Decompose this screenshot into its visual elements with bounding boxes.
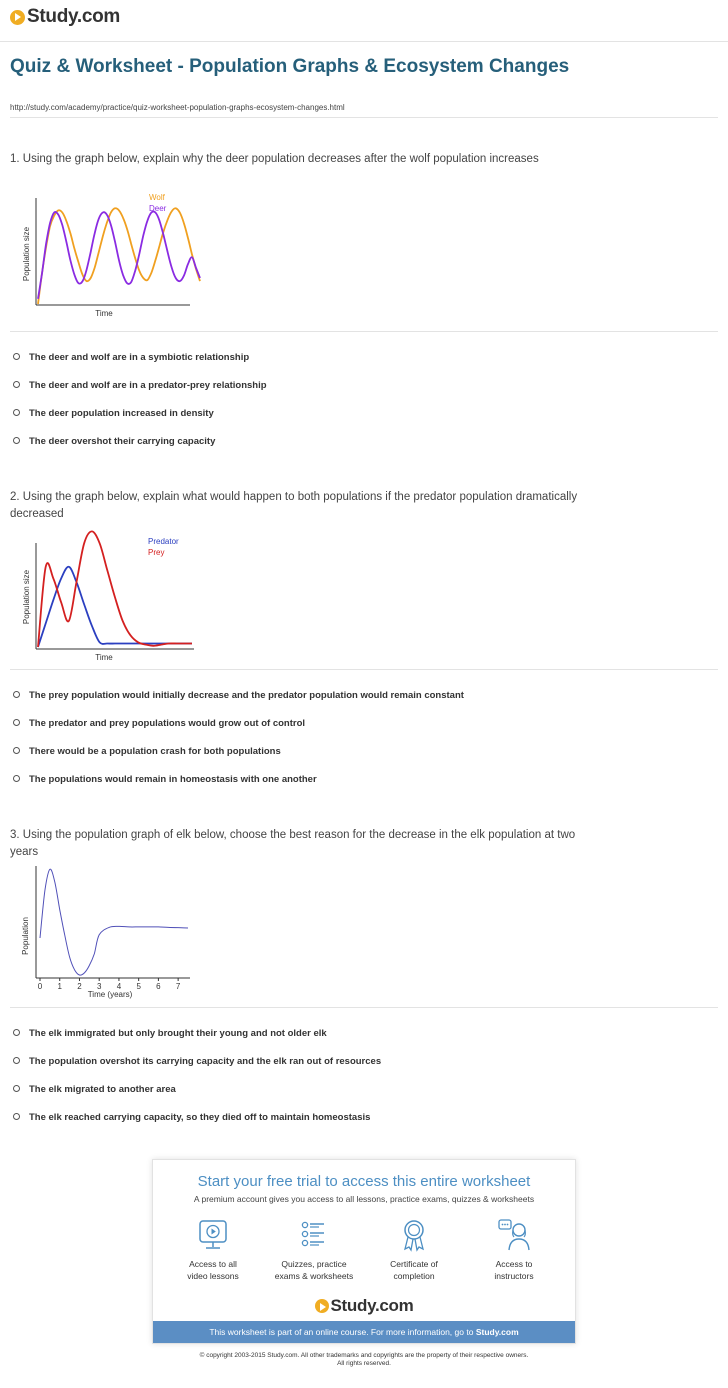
radio-button[interactable] [13, 1113, 20, 1120]
answer-text: The prey population would initially decrease and the predator population would remain constant [29, 690, 464, 701]
question-1-divider [10, 331, 718, 332]
chart-3 [12, 858, 202, 1008]
promo-info-bar [153, 1321, 575, 1343]
feature-video-lessons [163, 1218, 263, 1282]
answer-text: The deer and wolf are in a predator-prey relationship [29, 380, 267, 391]
answer-text: The deer overshot their carrying capacity [29, 436, 216, 447]
answer-option[interactable] [13, 774, 464, 802]
predator-series-line [38, 567, 192, 647]
answer-text: The deer population increased in density [29, 408, 214, 419]
question-2-answers [13, 690, 464, 802]
radio-button[interactable] [13, 353, 20, 360]
promo-bar-text: This worksheet is part of an online course. For more information, go to [209, 1327, 476, 1337]
answer-text: The population overshot its carrying capacity and the elk ran out of resources [29, 1056, 382, 1067]
question-3-answers [13, 1028, 381, 1140]
answer-text: There would be a population crash for both populations [29, 746, 281, 757]
legend-deer: Deer [149, 204, 167, 213]
answer-text: The elk reached carrying capacity, so they died off to maintain homeostasis [29, 1112, 371, 1123]
promo-title[interactable]: Start your free trial to access this entire worksheet [197, 1173, 531, 1190]
chart-3-xlabel: Time (years) [87, 990, 133, 999]
radio-button[interactable] [13, 775, 20, 782]
chart-2 [12, 525, 212, 670]
answer-text: The elk migrated to another area [29, 1084, 176, 1095]
radio-button[interactable] [13, 691, 20, 698]
free-trial-promo [152, 1159, 576, 1344]
chart-3-ylabel: Population [21, 917, 30, 955]
video-lesson-icon [196, 1218, 230, 1252]
quiz-list-icon [297, 1218, 331, 1252]
copyright-footer [0, 1352, 728, 1368]
radio-button[interactable] [13, 437, 20, 444]
x-tick-label: 1 [57, 982, 62, 991]
chart-2-svg [12, 525, 212, 665]
feature-certificate [364, 1218, 464, 1282]
promo-study-logo[interactable] [153, 1296, 575, 1316]
rights-line: All rights reserved. [337, 1360, 391, 1367]
x-tick-label: 4 [116, 982, 122, 991]
chart-1-xlabel: Time [95, 309, 113, 318]
radio-button[interactable] [13, 381, 20, 388]
answer-option[interactable] [13, 352, 267, 380]
answer-text: The predator and prey populations would grow out of control [29, 718, 306, 729]
x-tick-label: 3 [96, 982, 102, 991]
logo-text: Study.com [27, 6, 121, 27]
question-2-divider [10, 669, 718, 670]
answer-option[interactable] [13, 718, 464, 746]
legend-wolf: Wolf [149, 193, 165, 202]
chart-1 [12, 188, 212, 326]
answer-text: The elk immigrated but only brought their young and not older elk [29, 1028, 327, 1039]
answer-option[interactable] [13, 436, 267, 464]
feature-instructors [464, 1218, 564, 1282]
promo-bar-link[interactable]: Study.com [475, 1327, 519, 1337]
study-logo[interactable] [10, 6, 120, 28]
answer-option[interactable] [13, 1112, 381, 1140]
x-tick-label: 6 [156, 982, 161, 991]
copyright-line: © copyright 2003-2015 Study.com. All other trademarks and copyrights are the property of their respective owners. [199, 1352, 529, 1359]
answer-option[interactable] [13, 746, 464, 774]
header-divider [0, 41, 728, 42]
radio-button[interactable] [13, 409, 20, 416]
radio-button[interactable] [13, 1057, 20, 1064]
feature-label: Access to all video lessons [187, 1259, 239, 1281]
deer-series-line [38, 211, 200, 298]
legend-prey: Prey [148, 548, 165, 557]
title-divider [10, 117, 718, 118]
promo-logo-text: Study.com [330, 1296, 414, 1315]
radio-button[interactable] [13, 747, 20, 754]
x-tick-label: 7 [175, 982, 181, 991]
radio-button[interactable] [13, 719, 20, 726]
answer-option[interactable] [13, 408, 267, 436]
chart-1-svg [12, 188, 212, 321]
feature-label: Access to instructors [494, 1259, 534, 1281]
promo-subtitle: A premium account gives you access to all lessons, practice exams, quizzes & worksheets [193, 1194, 535, 1204]
question-1-text: 1. Using the graph below, explain why the deer population decreases after the wolf population increases [10, 153, 539, 165]
answer-option[interactable] [13, 690, 464, 718]
prey-series-line [38, 531, 192, 647]
question-3-text: 3. Using the population graph of elk below, choose the best reason for the decrease in the elk population at two years [10, 829, 576, 858]
page-title: Quiz & Worksheet - Population Graphs & Ecosystem Changes [10, 56, 570, 77]
chart-2-xlabel: Time [95, 653, 113, 662]
play-logo-icon [10, 10, 25, 25]
answer-option[interactable] [13, 1056, 381, 1084]
play-logo-icon [315, 1299, 329, 1313]
x-tick-label: 0 [37, 982, 43, 991]
chart-2-ylabel: Population size [22, 569, 31, 625]
question-3-divider [10, 1007, 718, 1008]
answer-text: The deer and wolf are in a symbiotic relationship [29, 352, 250, 363]
feature-quizzes [264, 1218, 364, 1282]
answer-option[interactable] [13, 380, 267, 408]
chart-1-ylabel: Population size [22, 226, 31, 282]
legend-predator: Predator [148, 537, 179, 546]
question-1-answers [13, 352, 267, 464]
feature-label: Quizzes, practice exams & worksheets [274, 1259, 354, 1281]
answer-option[interactable] [13, 1028, 381, 1056]
feature-label: Certificate of completion [390, 1259, 438, 1281]
x-tick-label: 2 [77, 982, 82, 991]
radio-button[interactable] [13, 1085, 20, 1092]
x-tick-label: 5 [136, 982, 141, 991]
question-2-text: 2. Using the graph below, explain what would happen to both populations if the predator population dramatically decreased [10, 491, 578, 520]
answer-text: The populations would remain in homeostasis with one another [29, 774, 317, 785]
certificate-icon [397, 1218, 431, 1252]
instructor-icon [497, 1218, 531, 1252]
radio-button[interactable] [13, 1029, 20, 1036]
answer-option[interactable] [13, 1084, 381, 1112]
chart-3-svg [12, 858, 202, 1003]
page-url[interactable]: http://study.com/academy/practice/quiz-worksheet-population-graphs-ecosystem-changes.html [10, 103, 345, 112]
elk-series-line [40, 869, 188, 975]
